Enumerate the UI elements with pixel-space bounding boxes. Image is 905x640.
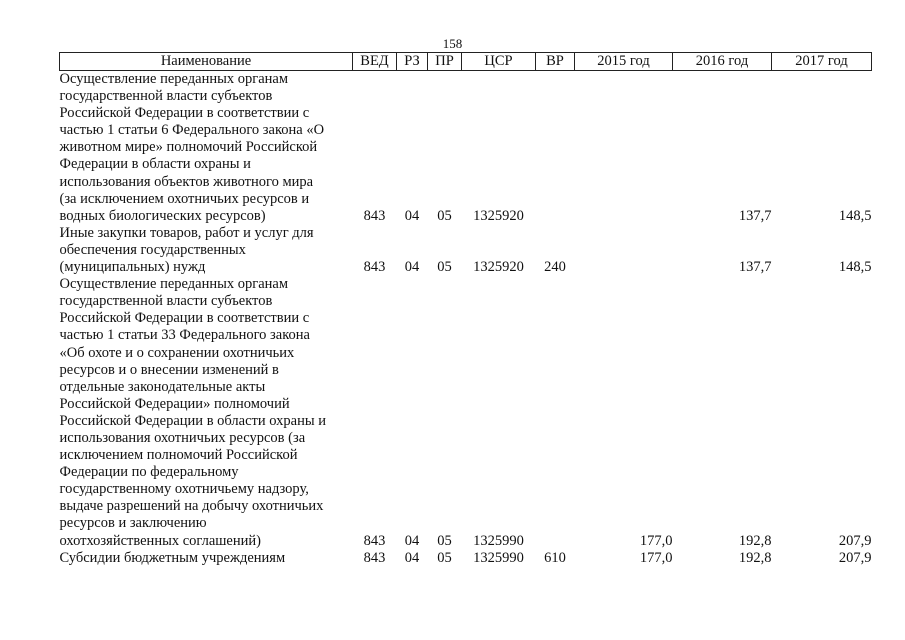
cell-2015: 177,0	[639, 549, 673, 566]
cell-rz: 04	[404, 207, 420, 224]
name-line: использования охотничьих ресурсов (за	[59, 429, 306, 446]
table-row	[60, 276, 872, 550]
row-name	[60, 276, 353, 550]
cell-ved: 843	[363, 532, 386, 549]
cell-2017: 207,9	[838, 532, 872, 549]
name-line: «Об охоте и о сохранении охотничьих	[59, 344, 295, 361]
name-line: ресурсов и о внесении изменений в	[59, 361, 279, 378]
cell-csr: 1325920	[473, 207, 524, 224]
cell-vr: 610	[544, 549, 566, 566]
name-line: Федерации по федеральному	[59, 464, 239, 481]
cell-vr: 240	[544, 259, 566, 276]
header-csr: ЦСР	[462, 53, 536, 71]
name-line: Российской Федерации» полномочий	[59, 395, 290, 412]
name-line: ресурсов и заключению	[59, 515, 207, 532]
name-line: Российской Федерации в области охраны и	[59, 412, 326, 429]
header-name: Наименование	[60, 53, 353, 71]
cell-ved: 843	[363, 549, 386, 566]
name-line: государственной власти субъектов	[59, 293, 273, 310]
name-line: Осуществление переданных органам	[59, 276, 289, 293]
header-vr: ВР	[536, 53, 575, 71]
name-line: охотхозяйственных соглашений)	[59, 532, 261, 549]
row-name	[60, 225, 353, 276]
name-line: (муниципальных) нужд	[59, 259, 206, 276]
header-pr: ПР	[428, 53, 462, 71]
cell-2015	[575, 71, 673, 225]
cell-2017: 148,5	[838, 207, 872, 224]
name-line: животном мире» полномочий Российской	[59, 139, 318, 156]
name-line: государственному охотничьему надзору,	[59, 481, 309, 498]
cell-2015: 177,0	[639, 532, 673, 549]
table-row	[60, 225, 872, 276]
name-line: государственной власти субъектов	[59, 88, 273, 105]
cell-csr: 1325990	[473, 532, 524, 549]
cell-ved: 843	[363, 207, 386, 224]
name-line: выдаче разрешений на добычу охотничьих	[59, 498, 324, 515]
cell-csr: 1325990	[473, 549, 524, 566]
row-name	[60, 550, 353, 567]
cell-2016: 192,8	[738, 549, 772, 566]
name-line: Осуществление переданных органам	[59, 71, 289, 87]
name-line: исключением полномочий Российской	[59, 447, 298, 464]
page-number: 158	[442, 36, 463, 51]
row-name	[60, 71, 353, 225]
cell-csr: 1325920	[473, 259, 524, 276]
name-line: Иные закупки товаров, работ и услуг для	[59, 224, 314, 241]
header-2017: 2017 год	[772, 53, 872, 71]
name-line: Субсидии бюджетным учреждениям	[59, 549, 286, 566]
cell-2016: 137,7	[738, 259, 772, 276]
name-line: Федерации в области охраны и	[59, 156, 251, 173]
cell-pr: 05	[437, 532, 452, 549]
table-row	[60, 71, 872, 225]
cell-ved: 843	[363, 259, 386, 276]
name-line: обеспечения государственных	[59, 241, 246, 258]
cell-vr	[536, 276, 575, 550]
name-line: Российской Федерации в соответствии с	[59, 310, 310, 327]
name-line: использования объектов животного мира	[59, 173, 314, 190]
cell-2015	[575, 225, 673, 276]
cell-2017: 207,9	[838, 549, 872, 566]
table-row	[60, 550, 872, 567]
cell-rz: 04	[404, 532, 420, 549]
name-line: частью 1 статьи 33 Федерального закона	[59, 327, 310, 344]
header-2016: 2016 год	[673, 53, 772, 71]
header-ved: ВЕД	[353, 53, 397, 71]
cell-pr: 05	[437, 207, 452, 224]
cell-2016: 137,7	[738, 207, 772, 224]
cell-2017: 148,5	[838, 259, 872, 276]
cell-pr: 05	[437, 259, 452, 276]
name-line: отдельные законодательные акты	[59, 378, 266, 395]
name-line: Российской Федерации в соответствии с	[59, 105, 310, 122]
header-2015: 2015 год	[575, 53, 673, 71]
cell-rz: 04	[404, 259, 420, 276]
name-line: частью 1 статьи 6 Федерального закона «О	[59, 122, 325, 139]
name-line: (за исключением охотничьих ресурсов и	[59, 190, 310, 207]
cell-2016: 192,8	[738, 532, 772, 549]
header-rz: РЗ	[397, 53, 428, 71]
cell-vr	[536, 71, 575, 225]
budget-table	[59, 52, 872, 567]
cell-pr: 05	[437, 549, 452, 566]
cell-rz: 04	[404, 549, 420, 566]
table-header-row	[60, 53, 872, 71]
name-line: водных биологических ресурсов)	[59, 207, 266, 224]
